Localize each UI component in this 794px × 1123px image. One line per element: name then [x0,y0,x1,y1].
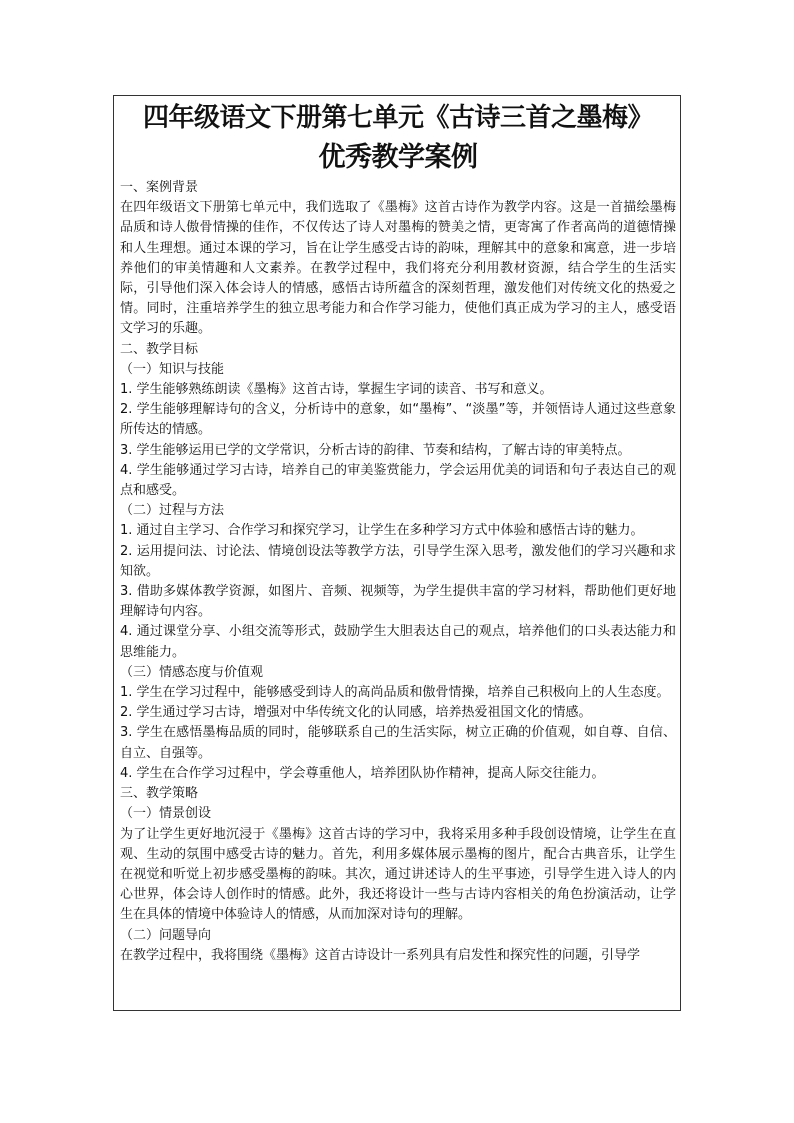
document-content [120,96,676,966]
list-item: 2. 学生通过学习古诗，增强对中华传统文化的认同感，培养热爱祖国文化的情感。 [120,705,592,721]
page-title-line2: 优秀教学案例 [318,142,478,173]
scenario-paragraph: 为了让学生更好地沉浸于《墨梅》这首古诗的学习中，我将采用多种手段创设情境，让学生在直观、生动的氛围中感受古诗的魅力。首先，利用多媒体展示墨梅的图片，配合古典音乐，让学生在视觉和听觉上初步感受墨梅的韵味。其次，通过讲述诗人的生平事迹，引导学生进入诗人的内心世界，体会诗人创作时的情感。此外，我还将设计一些与古诗内容相关的角色扮演活动，让学生在具体的情境中体验诗人的情感，从而加深对诗句的理解。 [120,826,676,923]
list-item: 2. 学生能够理解诗句的含义，分析诗中的意象，如“墨梅”、“淡墨”等，并领悟诗人通过这些意象所传达的情感。 [120,402,676,438]
list-item: 4. 学生能够通过学习古诗，培养自己的审美鉴赏能力，学会运用优美的词语和句子表达自己的观点和感受。 [120,462,676,499]
list-item: 2. 运用提问法、讨论法、情境创设法等教学方法，引导学生深入思考，激发他们的学习兴趣和求知欲。 [120,543,676,579]
subheading-knowledge-skills: （一）知识与技能 [120,361,225,377]
section-heading-goals: 二、教学目标 [120,341,199,357]
section-heading-background: 一、案例背景 [120,180,199,195]
document-frame [113,95,681,1011]
list-item: 4. 学生在合作学习过程中，学会尊重他人，培养团队协作精神，提高人际交往能力。 [120,765,605,781]
problem-paragraph: 在教学过程中，我将围绕《墨梅》这首古诗设计一系列具有启发性和探究性的问题，引导学 [120,947,641,963]
list-item: 3. 学生能够运用已学的文学常识，分析古诗的韵律、节奏和结构，了解古诗的审美特点。 [120,442,631,458]
background-paragraph: 在四年级语文下册第七单元中，我们选取了《墨梅》这首古诗作为教学内容。这是一首描绘墨梅品质和诗人傲骨情操的佳作，不仅传达了诗人对墨梅的赞美之情，更寄寓了作者高尚的道德情操和人生理想。通过本课的学习，旨在让学生感受古诗的韵味，理解其中的意象和寓意，进一步培养他们的审美情趣和人文素养。在教学过程中，我们将充分利用教材资源，结合学生的生活实际，引导他们深入体会诗人的情感，感悟古诗所蕴含的深刻哲理，激发他们对传统文化的热爱之情。同时，注重培养学生的独立思考能力和合作学习能力，使他们真正成为学习的主人，感受语文学习的乐趣。 [120,200,676,337]
subheading-scenario: （一）情景创设 [120,806,212,822]
list-item: 3. 学生在感悟墨梅品质的同时，能够联系自己的生活实际，树立正确的价值观，如自尊、自信、自立、自强等。 [120,725,676,761]
list-item: 1. 学生能够熟练朗读《墨梅》这首古诗，掌握生字词的读音、书写和意义。 [120,382,553,398]
list-item: 1. 通过自主学习、合作学习和探究学习，让学生在多种学习方式中体验和感悟古诗的魅力。 [120,523,644,539]
list-item: 3. 借助多媒体教学资源，如图片、音频、视频等，为学生提供丰富的学习材料，帮助他们更好地理解诗句内容。 [120,584,676,620]
page-title: 四年级语文下册第七单元《古诗三首之墨梅》 [142,103,653,133]
list-item: 1. 学生在学习过程中，能够感受到诗人的高尚品质和傲骨情操，培养自己积极向上的人生态度。 [120,685,670,701]
subheading-emotion-values: （三）情感态度与价值观 [120,664,264,680]
subheading-problem-oriented: （二）问题导向 [120,927,212,943]
subheading-process-methods: （二）过程与方法 [120,503,225,519]
section-heading-strategy: 三、教学策略 [120,786,199,802]
list-item: 4. 通过课堂分享、小组交流等形式，鼓励学生大胆表达自己的观点，培养他们的口头表达能力和思维能力。 [120,624,676,660]
